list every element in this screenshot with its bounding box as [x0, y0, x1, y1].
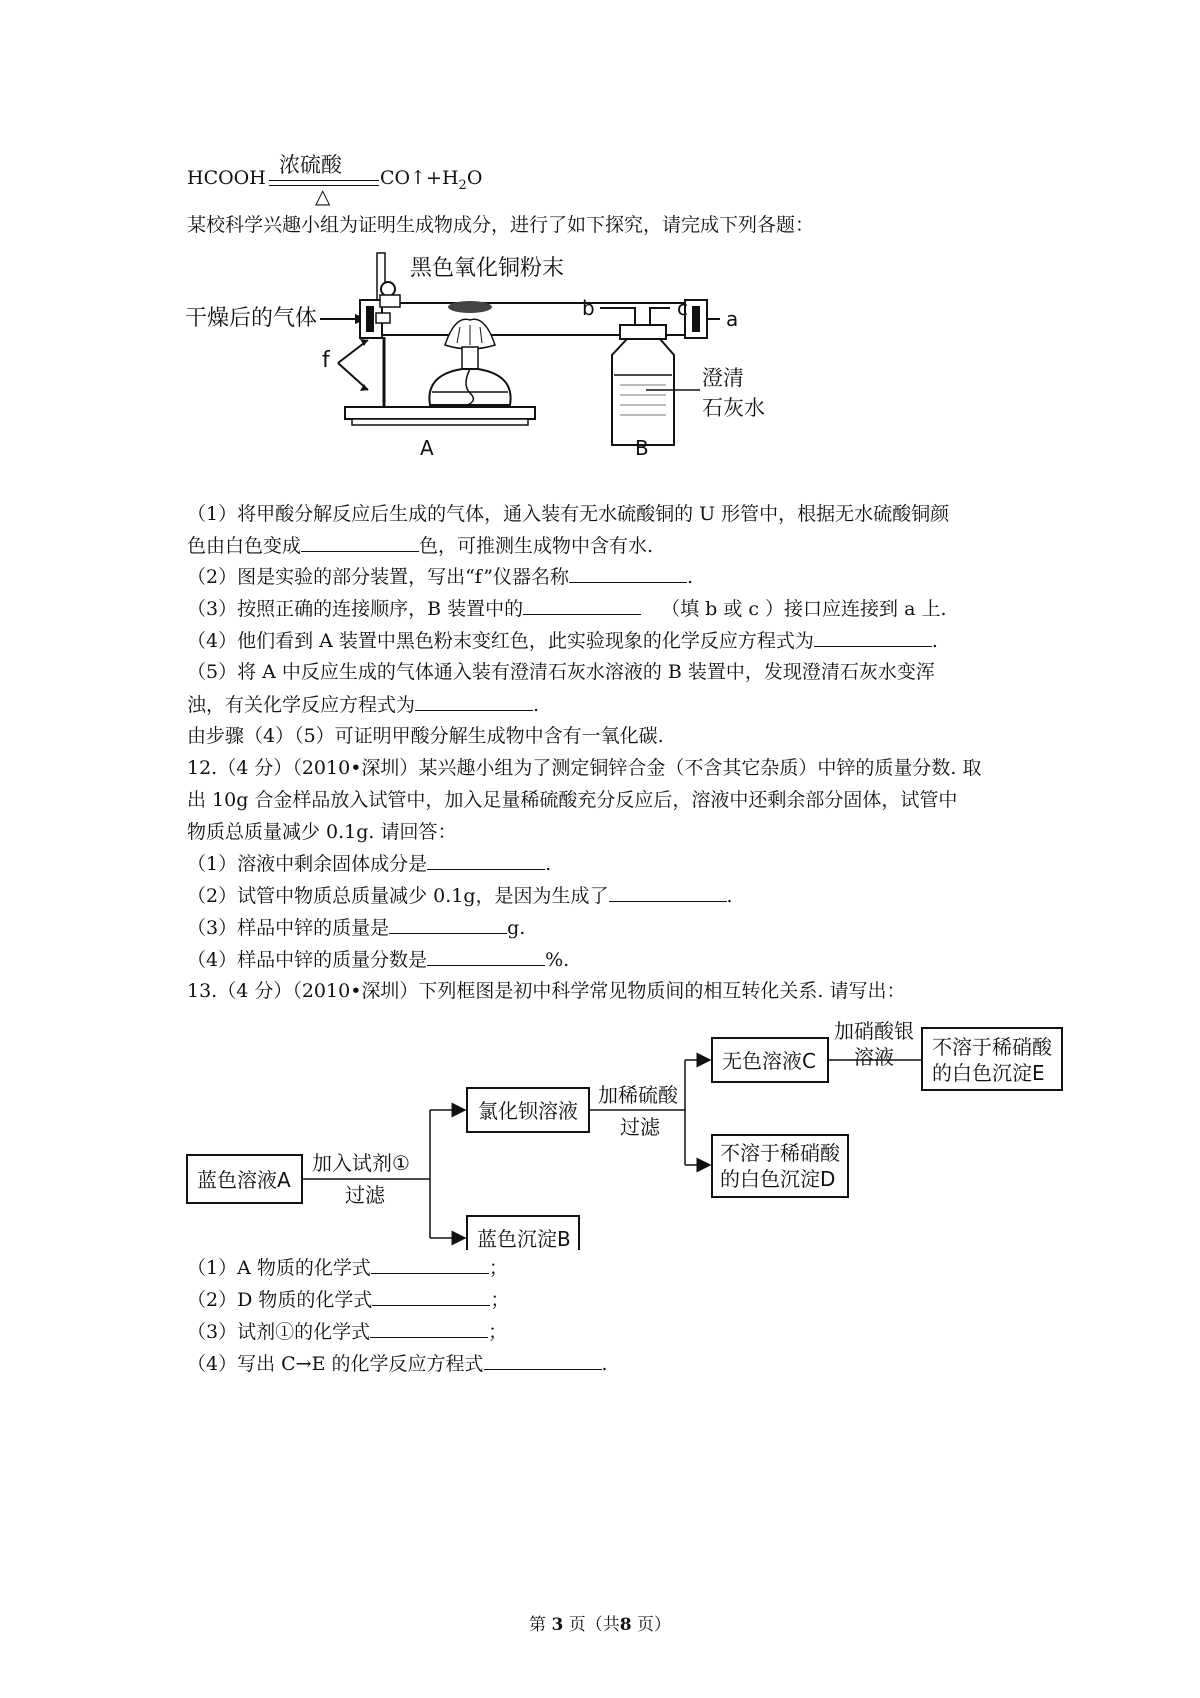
q11-part1-line1: （1）将甲酸分解反应后生成的气体，通入装有无水硫酸铜的 U 形管中，根据无水硫酸铜颜 [187, 503, 950, 525]
answer-blank[interactable] [609, 883, 727, 902]
q11-p4-text-a: （4）他们看到 A 装置中黑色粉末变红色，此实验现象的化学反应方程式为 [187, 630, 814, 652]
answer-blank[interactable] [569, 564, 687, 583]
label-dried-gas: 干燥后的气体 [185, 306, 318, 331]
gas-bottle [612, 339, 674, 445]
chemical-equation [187, 155, 487, 209]
clamp-holder [380, 295, 400, 307]
step2-bottom-text: 过滤 [620, 1115, 660, 1139]
stopper-right-band [692, 306, 700, 332]
q11-part3 [187, 596, 947, 621]
rhs-prefix: CO↑+H [380, 167, 459, 189]
q12-s3-text-a: （3）样品中锌的质量是 [187, 917, 390, 939]
q11-part2 [187, 564, 693, 589]
page-footer [0, 1610, 1200, 1635]
equals-bar-top [269, 180, 379, 181]
caption-b: B [635, 436, 649, 460]
answer-blank[interactable] [523, 596, 641, 615]
answer-blank[interactable] [372, 1287, 490, 1306]
q13-s4-text-a: （4）写出 C→E 的化学反应方程式 [187, 1353, 484, 1375]
box-bacl2-text: 氯化钡溶液 [478, 1099, 578, 1123]
box-c-text: 无色溶液C [722, 1049, 816, 1073]
q13-s2-text-b: ； [490, 1289, 510, 1311]
step2-top-text: 加稀硫酸 [598, 1083, 678, 1107]
q13-sub2 [187, 1287, 509, 1312]
heat-symbol: △ [315, 184, 331, 208]
clamp-knob [381, 282, 395, 296]
box-a-text: 蓝色溶液A [197, 1168, 291, 1192]
answer-blank[interactable] [427, 851, 545, 870]
footer-suffix: 页） [636, 1615, 671, 1635]
q12-s4-text-b: %. [545, 949, 570, 971]
caption-a: A [420, 436, 434, 460]
answer-blank[interactable] [427, 947, 545, 966]
q12-sub2 [187, 883, 733, 908]
q12-s1-text-b: . [545, 853, 552, 875]
answer-blank[interactable] [415, 692, 533, 711]
q13-sub3 [187, 1319, 507, 1344]
reaction-condition [269, 155, 379, 209]
q13-s3-text-a: （3）试剂①的化学式 [187, 1321, 371, 1343]
q13-sub1 [187, 1255, 508, 1280]
label-b: b [582, 296, 595, 320]
label-f: f [322, 348, 330, 373]
q12-s1-text-a: （1）溶液中剩余固体成分是 [187, 853, 428, 875]
q12-s2-text-b: . [726, 885, 733, 907]
footer-page-number: 3 [551, 1615, 564, 1635]
q13-line1: 13.（4 分）（2010•深圳）下列框图是初中科学常见物质间的相互转化关系. 请写出： [187, 980, 906, 1002]
stand-base [345, 407, 535, 419]
answer-blank[interactable] [370, 1319, 488, 1338]
footer-prefix: 第 [529, 1615, 547, 1635]
q13-s1-text-b: ； [488, 1257, 508, 1279]
equation-rhs [380, 167, 482, 193]
q11-p2-text-b: . [686, 566, 693, 588]
q11-part5-line1: （5）将 A 中反应生成的气体通入装有澄清石灰水溶液的 B 装置中，发现澄清石灰水变浑 [187, 661, 935, 683]
label-limewater-2: 石灰水 [702, 396, 765, 420]
q11-conclusion: 由步骤（4）（5）可证明甲酸分解生成物中含有一氧化碳. [187, 725, 664, 747]
answer-blank[interactable] [389, 915, 507, 934]
alcohol-lamp-body [429, 369, 510, 405]
copper-oxide-powder [448, 301, 492, 313]
rhs-subscript: 2 [458, 177, 467, 193]
q11-part1-line2 [187, 533, 653, 558]
q12-line1: 12.（4 分）（2010•深圳）某兴趣小组为了测定铜锌合金（不含其它杂质）中锌的质量分数. 取 [187, 757, 982, 779]
label-limewater-1: 澄清 [702, 366, 744, 390]
box-d-text-2: 的白色沉淀D [720, 1167, 836, 1191]
box-e-text-2: 的白色沉淀E [932, 1061, 1045, 1085]
stand-base-foot [352, 419, 528, 425]
answer-blank[interactable] [484, 1351, 602, 1370]
q11-p1-text-b: 色，可推测生成物中含有水. [419, 535, 654, 557]
intro-text: 某校科学兴趣小组为证明生成物成分，进行了如下探究，请完成下列各题： [187, 214, 815, 236]
footer-middle: 页（共 [568, 1615, 620, 1635]
q12-sub4 [187, 947, 569, 972]
boss-head [376, 313, 390, 323]
q12-sub1 [187, 851, 551, 876]
q11-p5-text-b: . [533, 694, 540, 716]
step1-bottom-text: 过滤 [345, 1183, 385, 1207]
label-copper-oxide: 黑色氧化铜粉末 [410, 256, 565, 281]
step3-top-text: 加硝酸银 [834, 1019, 914, 1043]
label-a: a [726, 307, 739, 331]
q11-part5-line2 [187, 692, 539, 717]
equation-lhs: HCOOH [187, 167, 266, 189]
step1-top-text: 加入试剂① [312, 1151, 410, 1175]
answer-blank[interactable] [301, 533, 419, 552]
q12-s3-text-b: g. [507, 917, 526, 939]
box-d-text-1: 不溶于稀硝酸 [720, 1141, 840, 1165]
q13-s2-text-a: （2）D 物质的化学式 [187, 1289, 373, 1311]
q12-s4-text-a: （4）样品中锌的质量分数是 [187, 949, 428, 971]
answer-blank[interactable] [814, 628, 932, 647]
q11-part4 [187, 628, 938, 653]
q12-line2: 出 10g 合金样品放入试管中，加入足量稀硫酸充分反应后，溶液中还剩余部分固体，试管中 [187, 789, 958, 811]
q11-p3-text-b: （填 b 或 c ）接口应连接到 a 上. [661, 598, 947, 620]
lamp-wick-holder [462, 347, 478, 369]
flow-chart [180, 1010, 1130, 1250]
q11-p5-text-a: 浊，有关化学反应方程式为 [187, 694, 416, 716]
step3-bottom-text: 溶液 [854, 1045, 894, 1069]
q13-s3-text-b: ； [488, 1321, 508, 1343]
q11-p4-text-b: . [931, 630, 938, 652]
q12-line3: 物质总质量减少 0.1g. 请回答： [187, 821, 457, 843]
apparatus-diagram [180, 245, 830, 495]
q12-s2-text-a: （2）试管中物质总质量减少 0.1g，是因为生成了 [187, 885, 609, 907]
label-c: c [677, 296, 688, 320]
q13-s1-text-a: （1）A 物质的化学式 [187, 1257, 371, 1279]
q11-p3-text-a: （3）按照正确的连接顺序，B 装置中的 [187, 598, 524, 620]
condition-top: 浓硫酸 [279, 153, 342, 177]
q11-p1-text-a: 色由白色变成 [187, 535, 302, 557]
q13-s4-text-b: . [601, 1353, 608, 1375]
rhs-suffix: O [466, 167, 483, 189]
q13-sub4 [187, 1351, 608, 1376]
footer-total-pages: 8 [619, 1615, 632, 1635]
q11-p2-text-a: （2）图是实验的部分装置，写出“f”仪器名称 [187, 566, 569, 588]
stopper-left-band [366, 306, 374, 332]
bottle-stopper [620, 325, 666, 339]
answer-blank[interactable] [371, 1255, 489, 1274]
q12-sub3 [187, 915, 525, 940]
box-b-text: 蓝色沉淀B [477, 1227, 571, 1250]
box-e-text-1: 不溶于稀硝酸 [932, 1035, 1052, 1059]
